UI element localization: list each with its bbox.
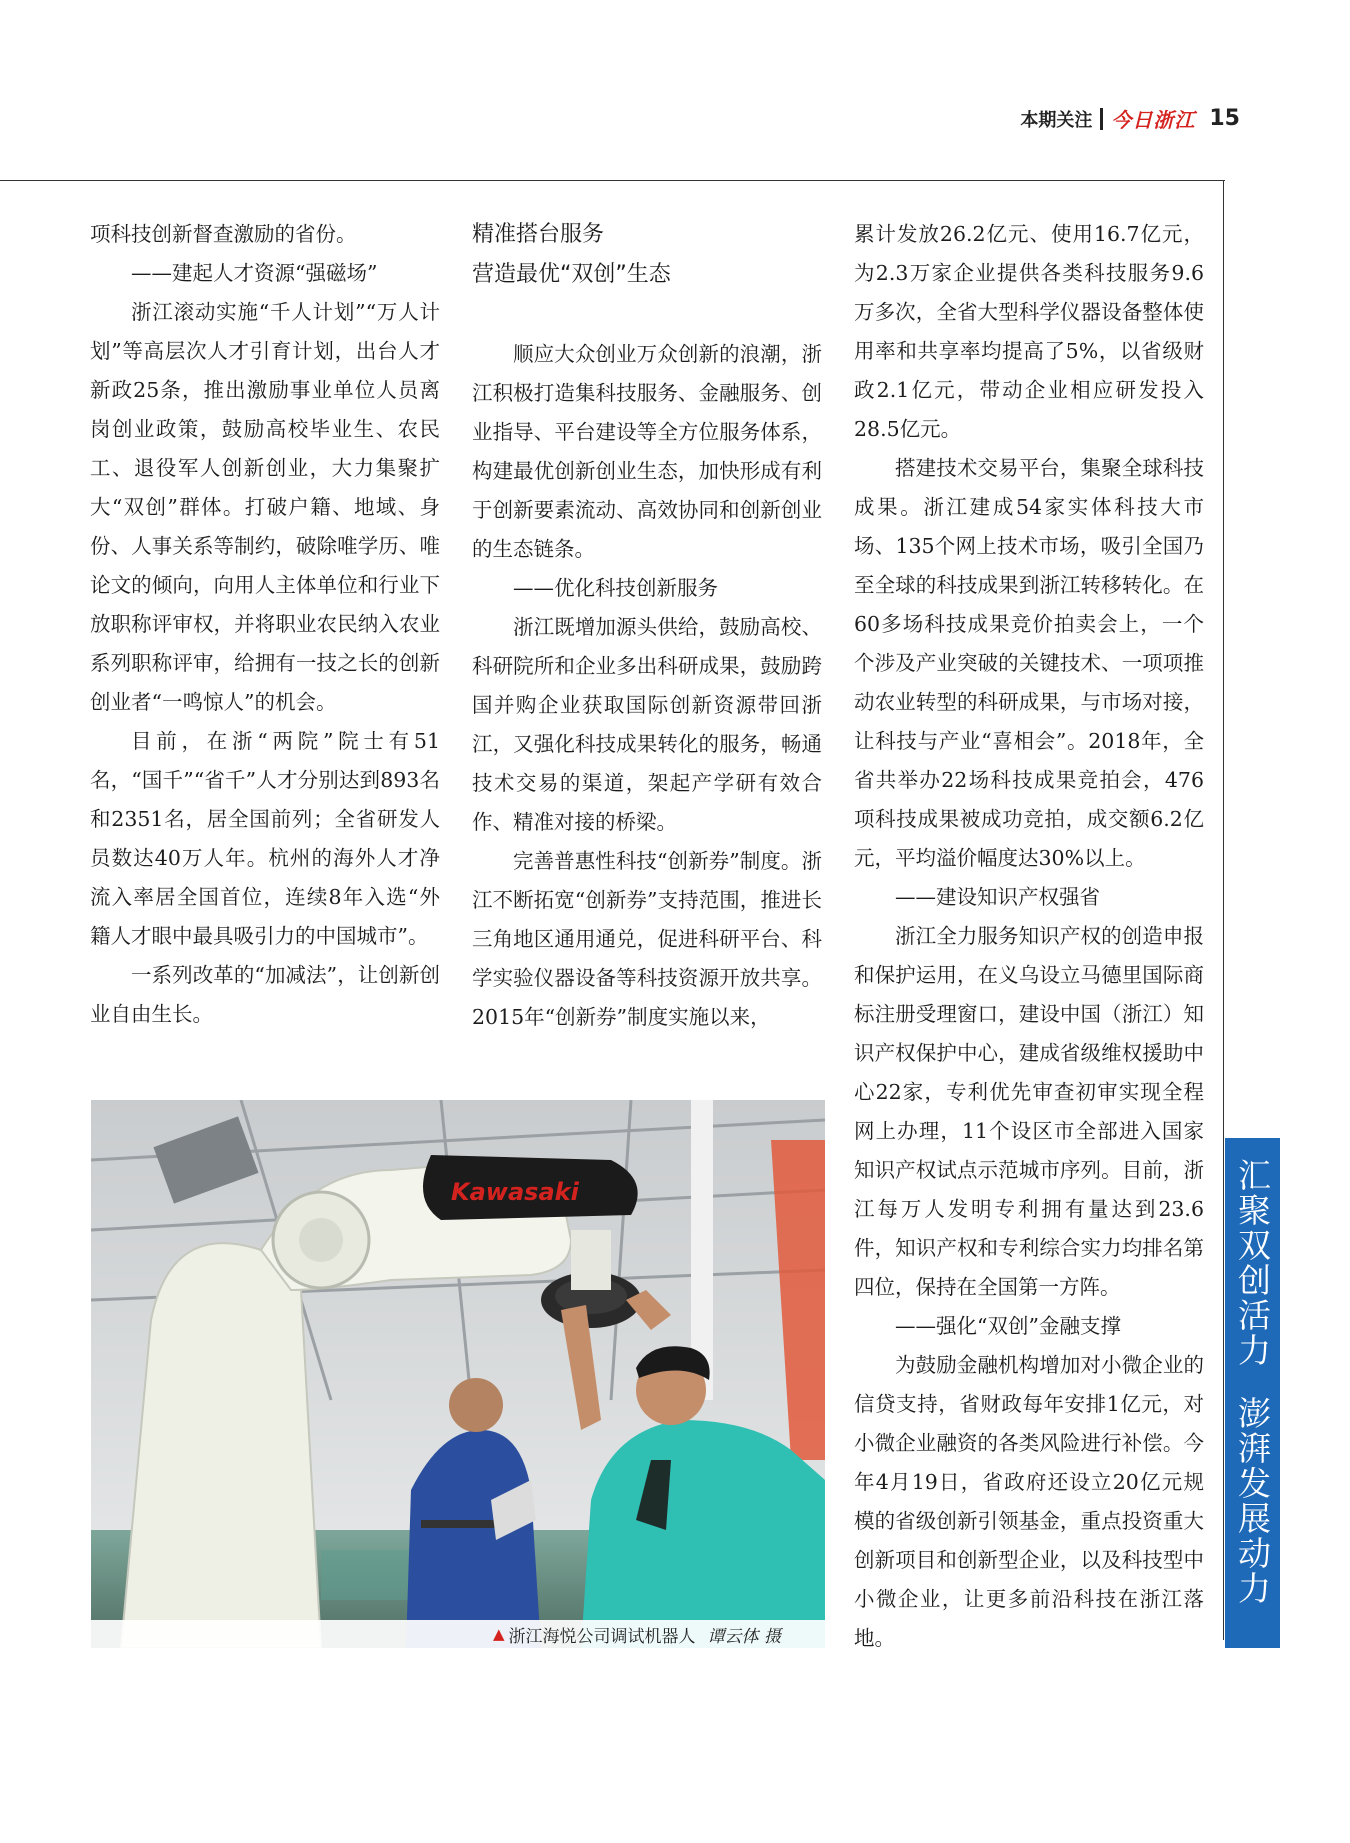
right-rule [1223, 180, 1224, 1640]
subheading: ——优化科技创新服务 [513, 576, 718, 600]
paragraph: 浙江滚动实施“千人计划”“万人计划”等高层次人才引育计划，出台人才新政25条，推出激励事业单位人员离岗创业政策，鼓励高校毕业生、农民工、退役军人创新创业，大力集聚扩大“双创”群体。打破户籍、地域、身份、人事关系等制约，破除唯学历、唯论文的倾向，向用人主体单位和行业下放职称评审权，并将职业农民纳入农业系列职称评审，给拥有一技之长的创新创业者“一鸣惊人”的机会。 [90, 300, 440, 714]
section-heading-line1: 精准搭台服务 [472, 222, 605, 247]
paragraph: 一系列改革的“加减法”，让创新创业自由生长。 [90, 963, 440, 1026]
top-rule [0, 180, 1225, 181]
column-1 [90, 215, 440, 1034]
caption-triangle-icon: ▲ [493, 1625, 505, 1643]
paragraph: 浙江既增加源头供给，鼓励高校、科研院所和企业多出科研成果，鼓励跨国并购企业获取国际创新资源带回浙江，又强化科技成果转化的服务，畅通技术交易的渠道，架起产学研有效合作、精准对接的桥梁。 [472, 615, 822, 834]
section-heading-line2: 营造最优“双创”生态 [472, 262, 671, 287]
paragraph: 为鼓励金融机构增加对小微企业的信贷支持，省财政每年安排1亿元，对小微企业融资的各类风险进行补偿。今年4月19日，省政府还设立20亿元规模的省级创新引领基金，重点投资重大创新项目和创新型企业，以及科技型中小微企业，让更多前沿科技在浙江落地。 [854, 1353, 1204, 1650]
worker-right [581, 1420, 825, 1648]
paragraph: 搭建技术交易平台，集聚全球科技成果。浙江建成54家实体科技大市场、135个网上技术市场，吸引全国乃至全球的科技成果到浙江转移转化。在60多场科技成果竞价拍卖会上，一个个涉及产业突破的关键技术、一项项推动农业转型的科研成果，与市场对接，让科技与产业“喜相会”。2018年，全省共举办22场科技成果竞拍会，476项科技成果被成功竞拍，成交额6.2亿元，平均溢价幅度达30%以上。 [854, 456, 1204, 870]
robot-photo [91, 1100, 825, 1648]
subheading: ——建设知识产权强省 [895, 885, 1100, 909]
column-2-body [472, 335, 822, 1037]
page-number: 15 [1209, 106, 1240, 131]
sidebar-line-2: 澎湃发展动力 [1233, 1396, 1272, 1606]
paragraph: 项科技创新督查激励的省份。 [90, 222, 357, 246]
paragraph: 完善普惠性科技“创新券”制度。浙江不断拓宽“创新券”支持范围，推进长三角地区通用通兑，促进科研平台、科学实验仪器设备等科技资源开放共享。2015年“创新券”制度实施以来， [472, 849, 822, 1029]
sidebar-line-1: 汇聚双创活力 [1233, 1158, 1272, 1368]
paragraph: 累计发放26.2亿元、使用16.7亿元，为2.3万家企业提供各类科技服务9.6万多次，全省大型科学仪器设备整体使用率和共享率均提高了5%，以省级财政2.1亿元，带动企业相应研发投入28.5亿元。 [854, 222, 1204, 441]
section-label: 本期关注 [1020, 109, 1093, 131]
photo-credit: 谭云体 摄 [707, 1626, 781, 1647]
caption-text: 浙江海悦公司调试机器人 [508, 1626, 696, 1647]
kawasaki-logo: Kawasaki [451, 1178, 579, 1206]
page-header [1020, 104, 1240, 133]
photo-caption [91, 1620, 825, 1648]
paragraph: 目前，在浙“两院”院士有51名，“国千”“省千”人才分别达到893名和2351名，居全国前列；全省研发人员数达40万人年。杭州的海外人才净流入率居全国首位，连续8年入选“外籍人才眼中最具吸引力的中国城市”。 [90, 729, 440, 948]
magazine-brand-logo: 今日浙江 [1111, 108, 1196, 132]
paragraph: 顺应大众创业万众创新的浪潮，浙江积极打造集科技服务、金融服务、创业指导、平台建设等全方位服务体系，构建最优创新创业生态，加快形成有利于创新要素流动、高效协同和创新创业的生态链条。 [472, 342, 822, 561]
header-divider [1100, 108, 1103, 130]
column-2 [472, 215, 822, 1037]
subheading: ——建起人才资源“强磁场” [131, 261, 378, 285]
column-3 [854, 215, 1204, 1658]
vertical-sidebar-banner [1225, 1138, 1280, 1648]
paragraph: 浙江全力服务知识产权的创造申报和保护运用，在义乌设立马德里国际商标注册受理窗口，建设中国（浙江）知识产权保护中心，建成省级维权援助中心22家，专利优先审查初审实现全程网上办理，11个设区市全部进入国家知识产权试点示范城市序列。目前，浙江每万人发明专利拥有量达到23.6件，知识产权和专利综合实力均排名第四位，保持在全国第一方阵。 [854, 924, 1204, 1299]
subheading: ——强化“双创”金融支撑 [895, 1314, 1121, 1338]
